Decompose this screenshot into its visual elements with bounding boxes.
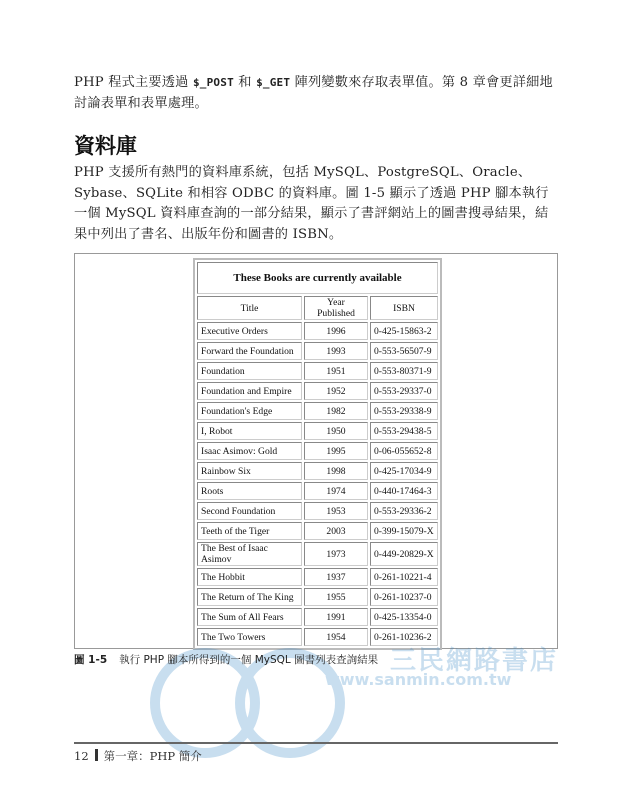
table-row [197, 322, 438, 340]
cell-year: 1950 [304, 422, 368, 440]
cell-title: The Hobbit [197, 568, 302, 586]
cell-title: The Return of The King [197, 588, 302, 606]
table-row [197, 502, 438, 520]
cell-title: Second Foundation [197, 502, 302, 520]
cell-title: Isaac Asimov: Gold [197, 442, 302, 460]
cell-isbn: 0-261-10236-2 [370, 628, 438, 646]
table-row [197, 362, 438, 380]
header-year: Year Published [304, 296, 368, 320]
watermark-url: www.sanmin.com.tw [325, 670, 512, 689]
cell-title: I, Robot [197, 422, 302, 440]
header-isbn: ISBN [370, 296, 438, 320]
footer-divider [95, 749, 98, 761]
cell-year: 1954 [304, 628, 368, 646]
cell-title: Rainbow Six [197, 462, 302, 480]
table-header-row [197, 296, 438, 320]
cell-year: 1951 [304, 362, 368, 380]
table-row [197, 568, 438, 586]
cell-isbn: 0-261-10237-0 [370, 588, 438, 606]
cell-isbn: 0-449-20829-X [370, 542, 438, 566]
cell-year: 1995 [304, 442, 368, 460]
cell-isbn: 0-425-17034-9 [370, 462, 438, 480]
cell-year: 1974 [304, 482, 368, 500]
cell-isbn: 0-553-29438-5 [370, 422, 438, 440]
cell-isbn: 0-399-15079-X [370, 522, 438, 540]
text: 和 [233, 75, 257, 90]
figure-caption [74, 652, 378, 667]
cell-year: 1952 [304, 382, 368, 400]
cell-title: The Two Towers [197, 628, 302, 646]
watermark-name: 三民網路書店 [390, 646, 559, 676]
footer-rule [74, 742, 558, 744]
cell-isbn: 0-553-56507-9 [370, 342, 438, 360]
header-title: Title [197, 296, 302, 320]
cell-year: 1993 [304, 342, 368, 360]
figure-caption-text: 執行 PHP 腳本所得到的一個 MySQL 圖書列表查詢結果 [119, 654, 379, 666]
table-row [197, 342, 438, 360]
section-heading: 資料庫 [74, 134, 137, 158]
cell-title: Forward the Foundation [197, 342, 302, 360]
cell-title: Executive Orders [197, 322, 302, 340]
chapter-title: 第一章：PHP 簡介 [103, 749, 202, 763]
cell-isbn: 0-440-17464-3 [370, 482, 438, 500]
table-row [197, 462, 438, 480]
paragraph-databases: PHP 支援所有熱門的資料庫系統，包括 MySQL、PostgreSQL、Oracle、Sybase、SQLite 和相容 ODBC 的資料庫。圖 1-5 顯示了透過 PHP 腳本執行一個 MySQL 資料庫查詢的一部分結果，顯示了書評網站上的圖書搜尋結果，結果中列出了書名、出版年份和圖書的 ISBN。 [74, 165, 549, 242]
cell-isbn: 0-06-055652-8 [370, 442, 438, 460]
paragraph-forms [74, 73, 558, 114]
cell-title: Foundation and Empire [197, 382, 302, 400]
table-row [197, 382, 438, 400]
cell-title: Roots [197, 482, 302, 500]
cell-isbn: 0-425-13354-0 [370, 608, 438, 626]
books-table [193, 258, 442, 650]
cell-year: 1996 [304, 322, 368, 340]
cell-year: 1955 [304, 588, 368, 606]
cell-title: Foundation [197, 362, 302, 380]
cell-year: 1937 [304, 568, 368, 586]
page-footer [74, 748, 202, 764]
table-row [197, 542, 438, 566]
cell-year: 1973 [304, 542, 368, 566]
cell-isbn: 0-553-29338-9 [370, 402, 438, 420]
cell-isbn: 0-553-29337-0 [370, 382, 438, 400]
cell-year: 1953 [304, 502, 368, 520]
table-row [197, 402, 438, 420]
table-row [197, 522, 438, 540]
cell-year: 1982 [304, 402, 368, 420]
figure-number: 圖 1-5 [74, 654, 108, 666]
cell-isbn: 0-553-29336-2 [370, 502, 438, 520]
cell-year: 1991 [304, 608, 368, 626]
cell-title: Teeth of the Tiger [197, 522, 302, 540]
cell-year: 2003 [304, 522, 368, 540]
cell-title: The Best of Isaac Asimov [197, 542, 302, 566]
cell-isbn: 0-553-80371-9 [370, 362, 438, 380]
cell-isbn: 0-425-15863-2 [370, 322, 438, 340]
cell-title: The Sum of All Fears [197, 608, 302, 626]
page-number: 12 [74, 749, 89, 763]
table-row [197, 442, 438, 460]
table-row [197, 422, 438, 440]
table-caption: These Books are currently available [197, 262, 438, 294]
cell-title: Foundation's Edge [197, 402, 302, 420]
figure-frame [74, 253, 558, 649]
table-row [197, 482, 438, 500]
cell-isbn: 0-261-10221-4 [370, 568, 438, 586]
cell-year: 1998 [304, 462, 368, 480]
code-post: $_POST [192, 76, 234, 89]
text: 陣列變數來存取表單值。第 8 章會更詳細地討論表單和表單處理。 [74, 75, 553, 111]
text: PHP 程式主要透過 [74, 75, 193, 90]
code-get: $_GET [256, 76, 291, 89]
table-row [197, 588, 438, 606]
table-row [197, 608, 438, 626]
